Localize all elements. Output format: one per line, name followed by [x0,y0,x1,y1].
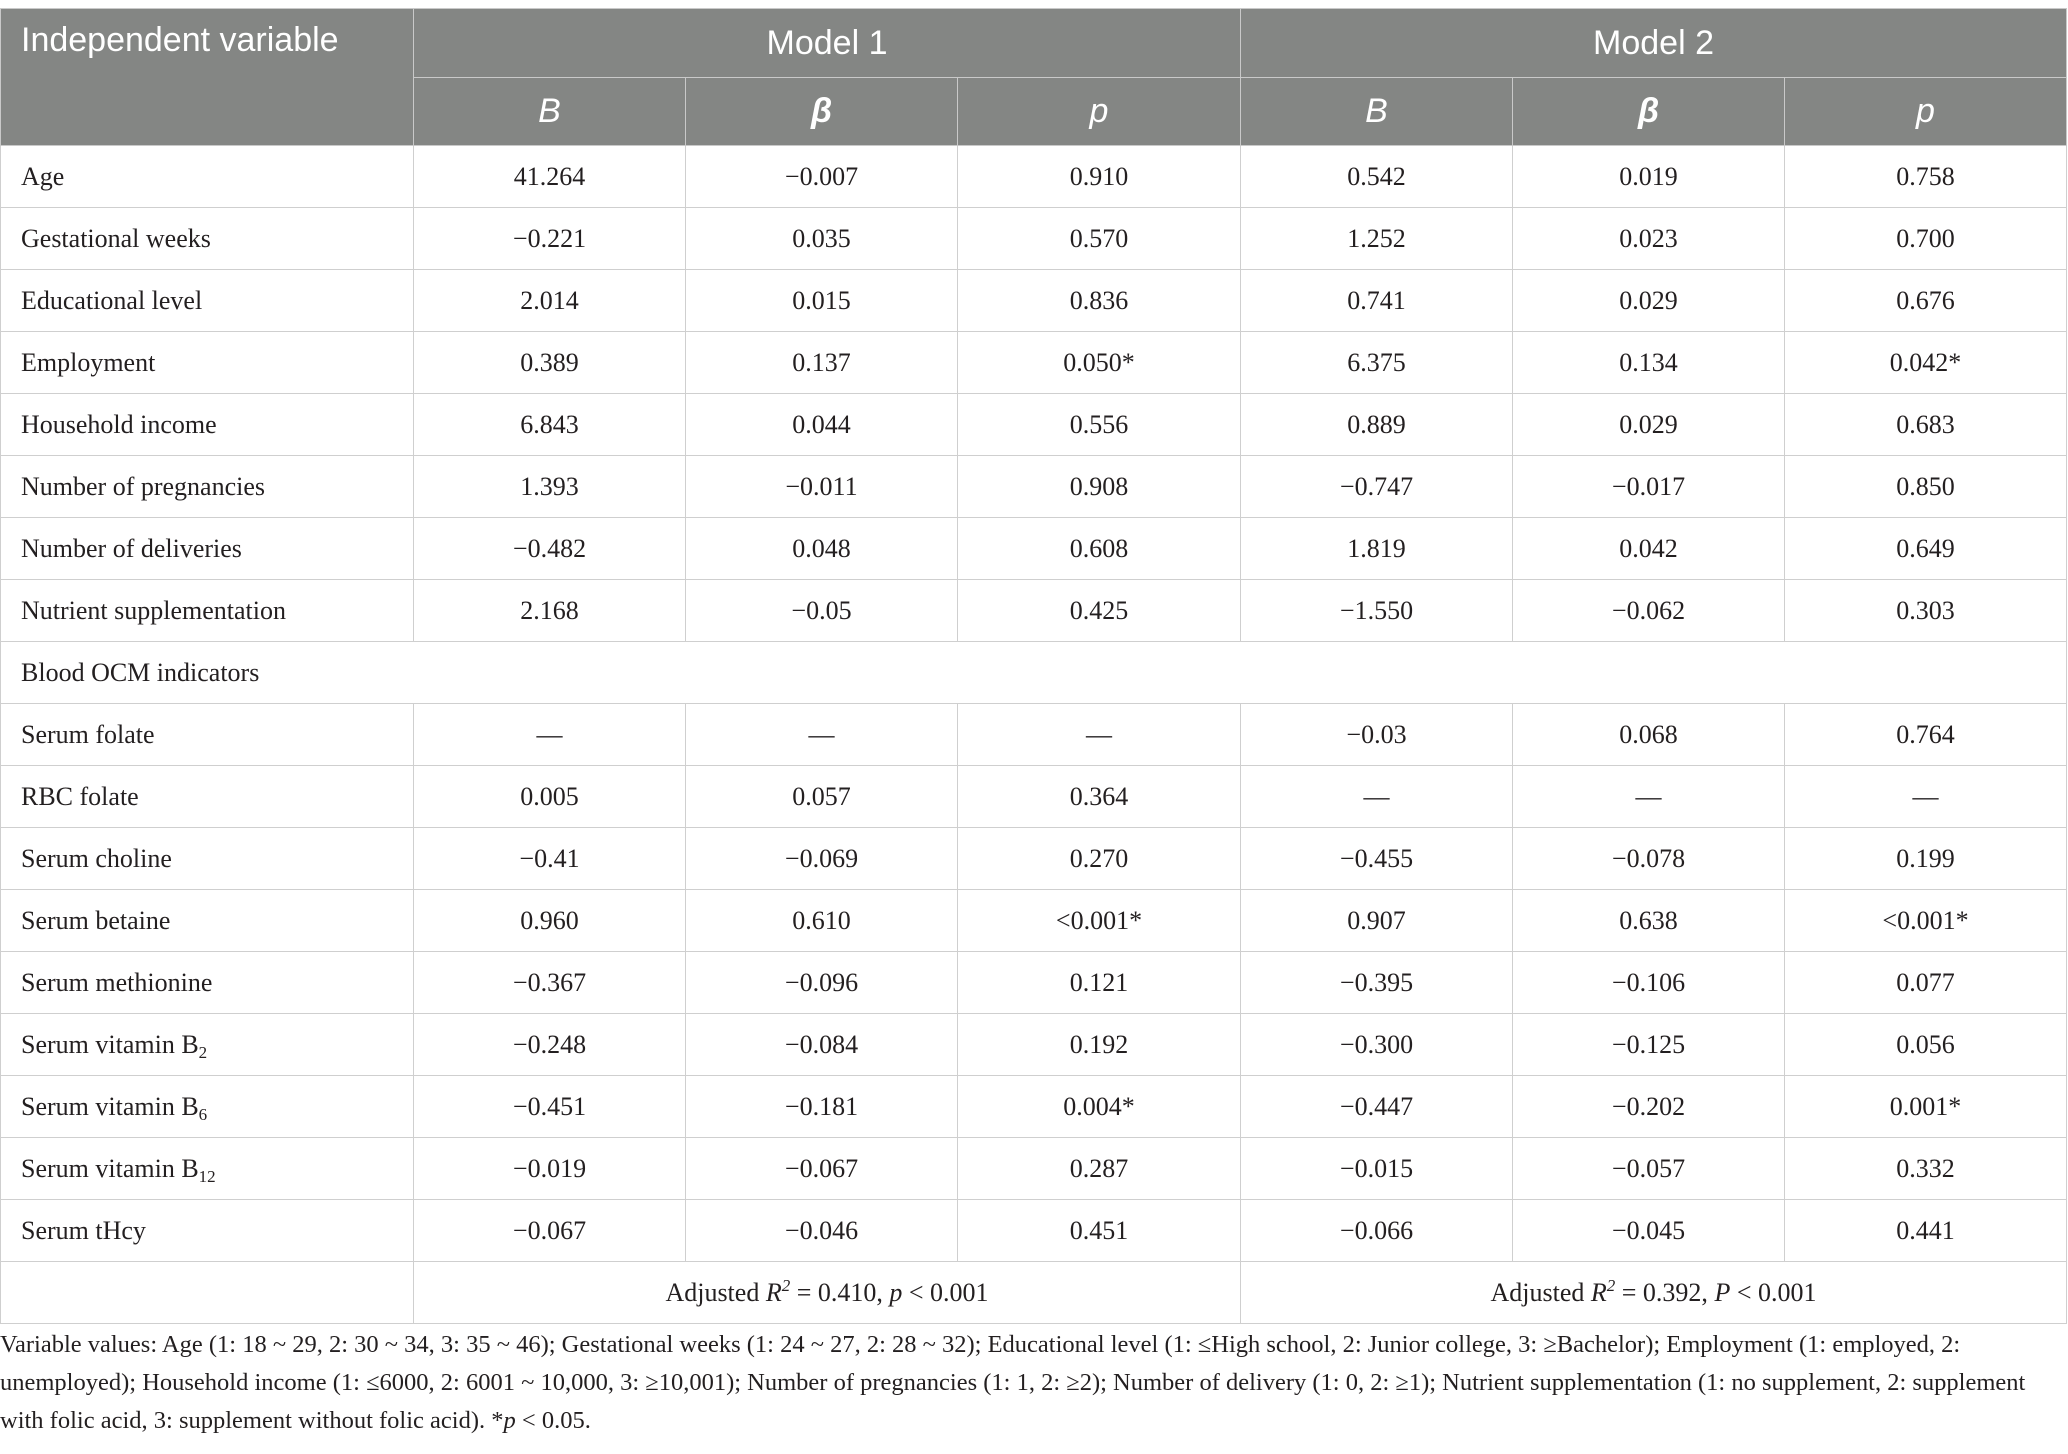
cell-m1-B: 41.264 [414,146,686,208]
table-header [1,9,2067,146]
cell-m2-beta: −0.202 [1513,1076,1785,1138]
cell-m2-beta: −0.057 [1513,1138,1785,1200]
cell-m1-p: 0.908 [958,456,1241,518]
cell-m2-beta: 0.023 [1513,208,1785,270]
summary-m2-value: = 0.392, [1615,1277,1715,1307]
cell-m1-B: −0.019 [414,1138,686,1200]
footnote-p-symbol: p [503,1407,516,1434]
cell-m1-p: 0.121 [958,952,1241,1014]
footnote-threshold: < 0.05. [515,1407,591,1434]
cell-m2-B: 0.889 [1241,394,1513,456]
table-footnote [0,1326,2060,1440]
header-m1-B: B [414,78,686,146]
row-label-text: Serum vitamin B [21,1029,199,1059]
table-row [1,518,2067,580]
summary-empty-cell [1,1262,414,1324]
table-body [1,146,2067,1324]
cell-m2-p: 0.303 [1785,580,2067,642]
row-label [1,1138,414,1200]
table-row [1,1138,2067,1200]
table-row [1,208,2067,270]
cell-m2-B: −0.066 [1241,1200,1513,1262]
cell-m2-p: 0.056 [1785,1014,2067,1076]
row-label: Number of pregnancies [1,456,414,518]
cell-m2-p: 0.683 [1785,394,2067,456]
cell-m2-beta: 0.029 [1513,394,1785,456]
cell-m1-B: −0.367 [414,952,686,1014]
summary-r-superscript: 2 [781,1275,791,1295]
cell-m1-p: 0.192 [958,1014,1241,1076]
summary-r-symbol: R [765,1277,782,1307]
cell-m2-B: 0.542 [1241,146,1513,208]
cell-m2-B: 0.907 [1241,890,1513,952]
cell-m2-p: 0.001* [1785,1076,2067,1138]
cell-m2-beta: 0.029 [1513,270,1785,332]
header-m1-p: p [958,78,1241,146]
header-row-models [1,9,2067,78]
cell-m1-beta: −0.011 [686,456,958,518]
cell-m1-B: — [414,704,686,766]
cell-m1-beta: 0.048 [686,518,958,580]
table-row [1,1014,2067,1076]
regression-table [0,8,2067,1324]
summary-r-superscript: 2 [1606,1275,1616,1295]
row-label-text: Serum vitamin B [21,1091,199,1121]
cell-m2-p: 0.700 [1785,208,2067,270]
header-m2-p: p [1785,78,2067,146]
summary-model-2 [1241,1262,2067,1324]
table-row [1,952,2067,1014]
header-m2-beta: β [1513,78,1785,146]
row-label: Number of deliveries [1,518,414,580]
cell-m1-beta: −0.007 [686,146,958,208]
cell-m2-B: −1.550 [1241,580,1513,642]
cell-m1-p: 0.910 [958,146,1241,208]
cell-m2-B: −0.747 [1241,456,1513,518]
table-row [1,456,2067,518]
cell-m1-B: 0.960 [414,890,686,952]
cell-m1-B: −0.221 [414,208,686,270]
cell-m2-p: 0.758 [1785,146,2067,208]
cell-m1-B: −0.067 [414,1200,686,1262]
cell-m1-p: 0.004* [958,1076,1241,1138]
table-row [1,146,2067,208]
summary-m1-threshold: < 0.001 [902,1277,989,1307]
cell-m1-beta: −0.084 [686,1014,958,1076]
cell-m2-B: −0.015 [1241,1138,1513,1200]
cell-m2-p: 0.077 [1785,952,2067,1014]
cell-m2-p: 0.199 [1785,828,2067,890]
cell-m1-p: 0.451 [958,1200,1241,1262]
table-row [1,766,2067,828]
summary-row [1,1262,2067,1324]
row-label-subscript: 6 [198,1104,208,1124]
cell-m2-beta: −0.106 [1513,952,1785,1014]
table-row [1,828,2067,890]
cell-m1-p: 0.570 [958,208,1241,270]
row-label: Household income [1,394,414,456]
cell-m1-beta: 0.610 [686,890,958,952]
header-model-2: Model 2 [1241,9,2067,78]
row-label [1,1014,414,1076]
cell-m2-B: 1.252 [1241,208,1513,270]
cell-m1-B: 2.014 [414,270,686,332]
cell-m2-beta: −0.125 [1513,1014,1785,1076]
cell-m1-B: 0.005 [414,766,686,828]
table-row [1,890,2067,952]
row-label-text: Serum vitamin B [21,1153,199,1183]
cell-m1-B: 1.393 [414,456,686,518]
footnote-text: Variable values: Age (1: 18 ~ 29, 2: 30 ~ 34, 3: 35 ~ 46); Gestational weeks (1: 24 ~ 27, 2: 28 ~ 32); Educational level (1: ≤High school, 2: Junior college, 3: ≥Bachelor); Employment (1: employed, 2: unemployed); Household income (1: ≤6000, 2: 6001 ~ 10,000, 3: ≥10,001); Number of pregnancies (1: 1, 2: ≥2); Number of delivery (1: 0, 2: ≥1); Nutrient supplementation (1: no supplement, 2: supplement with folic acid, 3: supplement without folic acid). * [0,1331,2026,1434]
cell-m2-p: 0.441 [1785,1200,2067,1262]
cell-m1-p: <0.001* [958,890,1241,952]
row-label [1,1076,414,1138]
cell-m2-B: −0.03 [1241,704,1513,766]
cell-m1-beta: −0.067 [686,1138,958,1200]
table-row [1,394,2067,456]
cell-m2-beta: 0.638 [1513,890,1785,952]
cell-m2-beta: −0.017 [1513,456,1785,518]
summary-m2-p-symbol: P [1714,1277,1731,1307]
cell-m2-beta: 0.042 [1513,518,1785,580]
table-row [1,270,2067,332]
cell-m1-B: −0.482 [414,518,686,580]
table-row [1,580,2067,642]
cell-m1-beta: −0.05 [686,580,958,642]
cell-m2-B: 1.819 [1241,518,1513,580]
table-row [1,1200,2067,1262]
cell-m1-beta: — [686,704,958,766]
cell-m1-p: 0.608 [958,518,1241,580]
header-independent-variable: Independent variable [1,9,414,146]
cell-m1-p: 0.836 [958,270,1241,332]
header-model-1: Model 1 [414,9,1241,78]
cell-m1-B: 0.389 [414,332,686,394]
cell-m1-beta: 0.057 [686,766,958,828]
cell-m2-B: −0.447 [1241,1076,1513,1138]
summary-m2-threshold: < 0.001 [1730,1277,1817,1307]
cell-m1-beta: 0.137 [686,332,958,394]
cell-m1-p: 0.364 [958,766,1241,828]
summary-model-1 [414,1262,1241,1324]
cell-m2-beta: −0.078 [1513,828,1785,890]
header-m2-B: B [1241,78,1513,146]
cell-m1-beta: −0.181 [686,1076,958,1138]
cell-m1-B: −0.248 [414,1014,686,1076]
cell-m1-beta: −0.096 [686,952,958,1014]
row-label: Age [1,146,414,208]
summary-prefix: Adjusted [665,1277,766,1307]
cell-m1-B: −0.41 [414,828,686,890]
cell-m2-beta: −0.045 [1513,1200,1785,1262]
row-label: Employment [1,332,414,394]
cell-m1-B: −0.451 [414,1076,686,1138]
cell-m2-beta: 0.019 [1513,146,1785,208]
regression-table-container [0,8,2066,1324]
cell-m2-B: — [1241,766,1513,828]
cell-m2-p: 0.850 [1785,456,2067,518]
cell-m1-p: 0.287 [958,1138,1241,1200]
cell-m2-p: 0.042* [1785,332,2067,394]
header-m1-beta: β [686,78,958,146]
summary-m1-value: = 0.410, [790,1277,890,1307]
cell-m1-beta: 0.044 [686,394,958,456]
row-label: RBC folate [1,766,414,828]
cell-m1-beta: 0.015 [686,270,958,332]
row-label-subscript: 2 [198,1042,208,1062]
summary-prefix: Adjusted [1490,1277,1591,1307]
cell-m1-beta: 0.035 [686,208,958,270]
row-label: Serum folate [1,704,414,766]
row-label: Nutrient supplementation [1,580,414,642]
cell-m2-B: 6.375 [1241,332,1513,394]
cell-m2-beta: −0.062 [1513,580,1785,642]
cell-m2-B: −0.395 [1241,952,1513,1014]
cell-m2-beta: — [1513,766,1785,828]
cell-m2-B: 0.741 [1241,270,1513,332]
table-row [1,1076,2067,1138]
row-label: Serum tHcy [1,1200,414,1262]
cell-m2-p: 0.649 [1785,518,2067,580]
cell-m1-beta: −0.046 [686,1200,958,1262]
cell-m1-B: 6.843 [414,394,686,456]
row-label-subscript: 12 [198,1166,216,1186]
cell-m2-p: — [1785,766,2067,828]
cell-m1-p: — [958,704,1241,766]
table-row [1,704,2067,766]
cell-m2-p: 0.676 [1785,270,2067,332]
cell-m2-beta: 0.068 [1513,704,1785,766]
row-label: Gestational weeks [1,208,414,270]
cell-m1-p: 0.425 [958,580,1241,642]
cell-m2-p: 0.332 [1785,1138,2067,1200]
cell-m2-B: −0.300 [1241,1014,1513,1076]
cell-m2-p: 0.764 [1785,704,2067,766]
section-label: Blood OCM indicators [1,642,2067,704]
row-label: Serum choline [1,828,414,890]
row-label: Serum betaine [1,890,414,952]
table-row [1,332,2067,394]
cell-m2-B: −0.455 [1241,828,1513,890]
row-label: Serum methionine [1,952,414,1014]
cell-m2-p: <0.001* [1785,890,2067,952]
row-label: Educational level [1,270,414,332]
section-row-blood-ocm [1,642,2067,704]
summary-m1-p-symbol: p [889,1277,903,1307]
cell-m1-p: 0.556 [958,394,1241,456]
cell-m2-beta: 0.134 [1513,332,1785,394]
summary-r-symbol: R [1590,1277,1607,1307]
cell-m1-beta: −0.069 [686,828,958,890]
cell-m1-B: 2.168 [414,580,686,642]
cell-m1-p: 0.050* [958,332,1241,394]
cell-m1-p: 0.270 [958,828,1241,890]
